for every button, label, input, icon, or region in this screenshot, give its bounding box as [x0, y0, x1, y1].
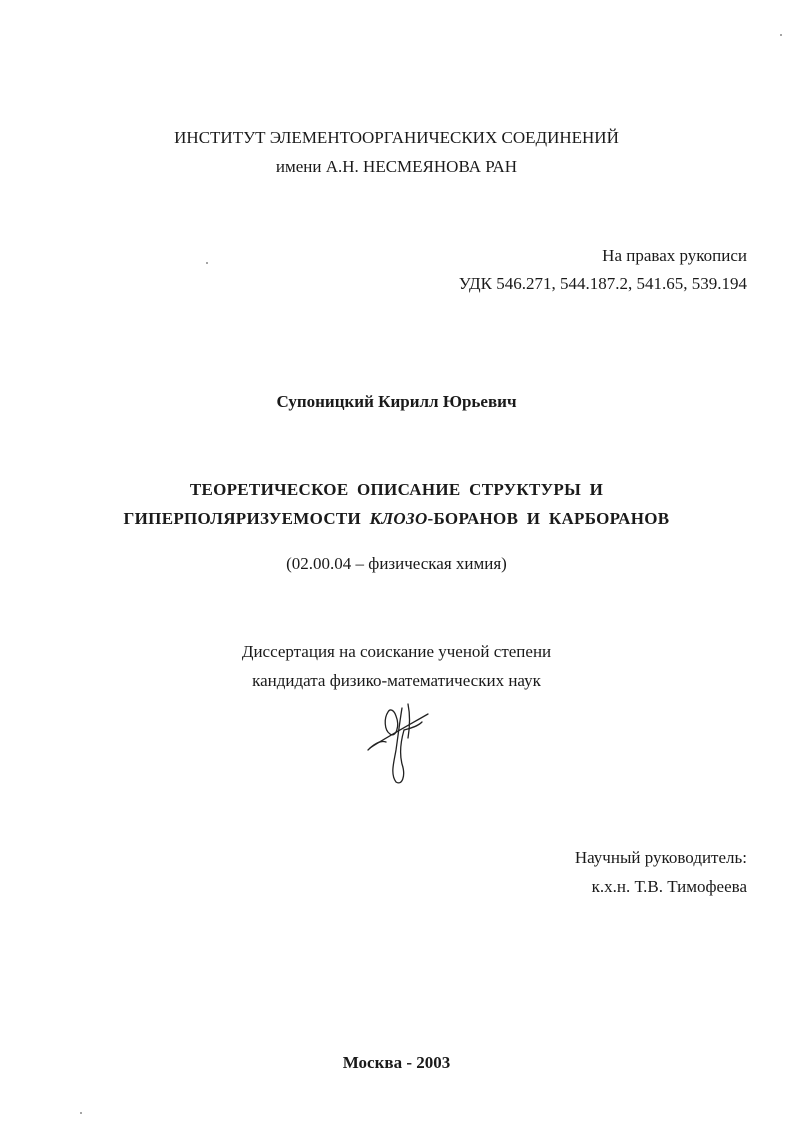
manuscript-rights: На правах рукописи: [602, 246, 747, 265]
supervisor-name: к.х.н. Т.В. Тимофеева: [591, 877, 747, 896]
specialty-code: (02.00.04 – физическая химия): [286, 554, 507, 573]
scan-speck: [780, 34, 782, 36]
scan-speck: [206, 262, 208, 264]
degree-line2: кандидата физико-математических наук: [252, 671, 541, 690]
title-part2: -БОРАНОВ И КАРБОРАНОВ: [427, 509, 670, 528]
thesis-title-line2: [0, 509, 793, 529]
institute-named-after: имени А.Н. НЕСМЕЯНОВА РАН: [275, 157, 518, 176]
thesis-title-line1: ТЕОРЕТИЧЕСКОЕ ОПИСАНИЕ СТРУКТУРЫ И: [189, 480, 604, 499]
supervisor-label: Научный руководитель:: [574, 848, 747, 867]
scan-speck: [80, 1112, 82, 1114]
handwritten-signature-icon: [366, 700, 430, 786]
degree-line1: Диссертация на соискание ученой степени: [241, 642, 552, 661]
city-year: Москва - 2003: [342, 1053, 451, 1072]
author-name: Супоницкий Кирилл Юрьевич: [276, 392, 517, 411]
udc-codes: УДК 546.271, 544.187.2, 541.65, 539.194: [458, 274, 747, 293]
title-italic-term: КЛОЗО: [369, 509, 428, 528]
title-part1: ГИПЕРПОЛЯРИЗУЕМОСТИ: [123, 509, 370, 528]
institute-name: ИНСТИТУТ ЭЛЕМЕНТООРГАНИЧЕСКИХ СОЕДИНЕНИЙ: [174, 128, 619, 147]
